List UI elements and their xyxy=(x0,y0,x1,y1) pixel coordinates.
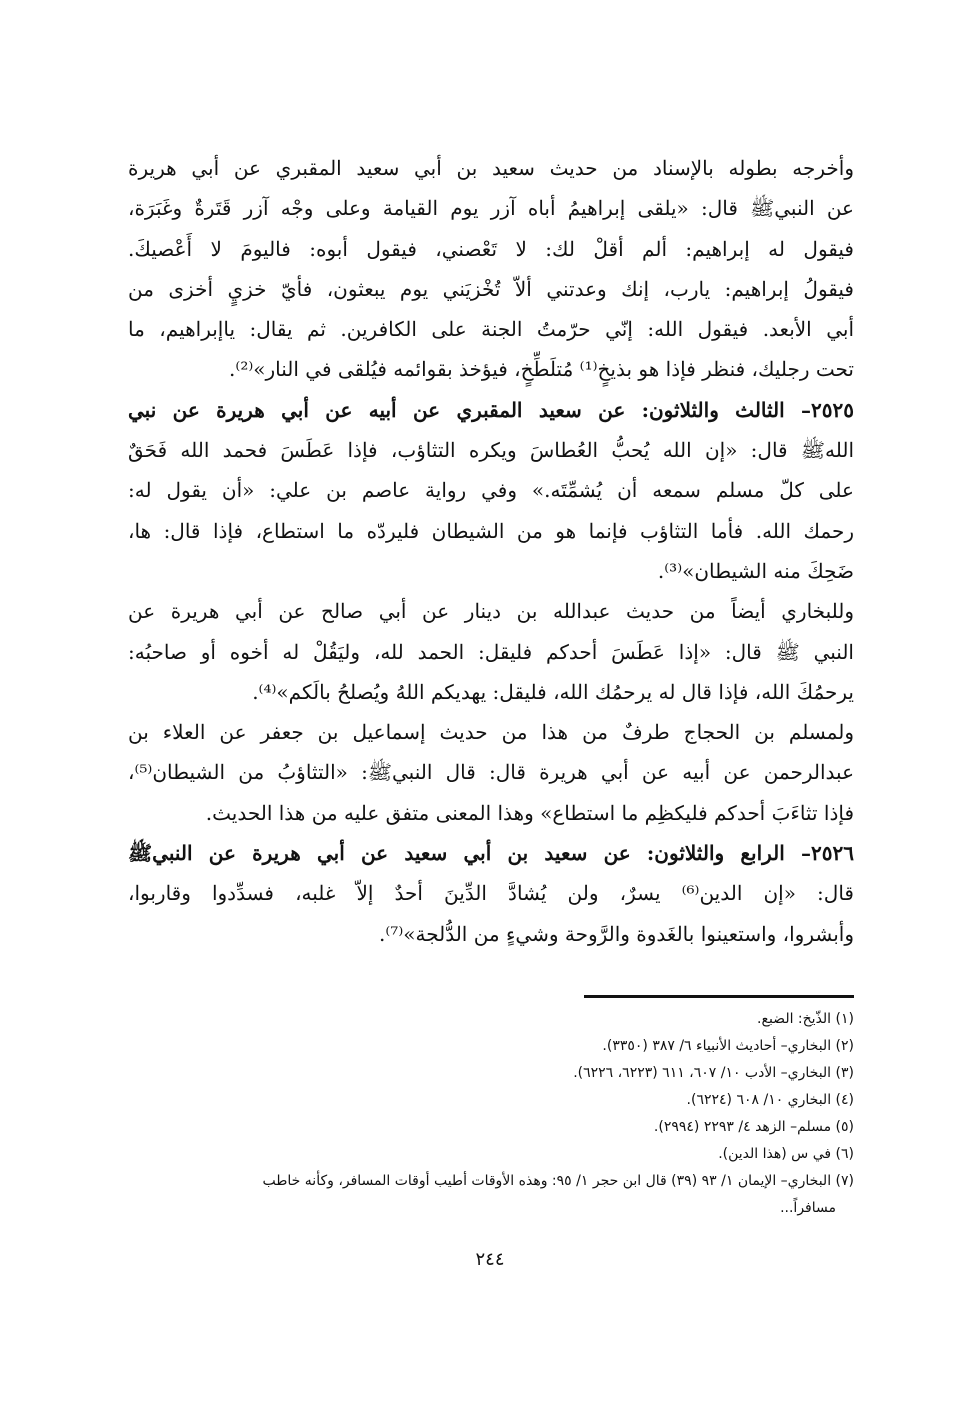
text-line: أبي الأبعد. فيقول الله: إنّي حرّمتُ الجنة على الكافرين. ثم يقال: ياإبراهيم، ما xyxy=(128,317,854,342)
footnote: (٧) البخاري– الإيمان ١/ ٩٣ (٣٩) قال ابن حجر ١/ ٩٥: وهذه الأوقات أطيب أوقات المسافر، وكأنه خاطب xyxy=(262,1173,854,1189)
text-line: عن النبيﷺ قال: «يلقى إبراهيمُ أباه آزر يوم القيامة وعلى وجْه آزر قَتَرةٌ وغَبَرَة، xyxy=(128,196,854,221)
footnote: (٥) مسلم– الزهد ٤/ ٢٢٩٣ (٢٩٩٤). xyxy=(653,1119,854,1135)
main-text xyxy=(128,148,854,954)
footnote-continuation: مسافراً... xyxy=(780,1200,836,1216)
footnote: (٤) البخاري ١٠/ ٦٠٨ (٦٢٢٤). xyxy=(686,1092,854,1108)
hadith-2525-heading-line: ٢٥٢٥– الثالث والثلاثون: عن سعيد المقبري عن أبيه عن أبي هريرة عن نبي xyxy=(128,397,854,422)
text-line: فإذا تثاءَبَ أحدكم فليكظِم ما استطاع» وهذا المعنى متفق عليه من هذا الحديث. xyxy=(205,800,854,825)
hadith-2526-heading-line: ٢٥٢٦– الرابع والثلاثون: عن سعيد بن أبي سعيد عن أبي هريرة عن النبيﷺ xyxy=(128,841,854,866)
text-line: ضَحِكَ منه الشيطان»⁽³⁾. xyxy=(657,558,854,583)
text-line: وأخرجه بطوله بالإسناد من حديث سعيد بن أبي سعيد المقبري عن أبي هريرة xyxy=(128,156,854,180)
footnote: (٢) البخاري– أحاديث الأنبياء ٦/ ٣٨٧ (٣٣٥٠). xyxy=(602,1038,854,1054)
footnotes xyxy=(108,1006,854,1222)
text-line: النبي ﷺ قال: «إذا عَطَسَ أحدكم فليقل: الحمد لله، وليَقُلْ له أخوه أو صاحبُه: xyxy=(128,639,854,664)
page-number: ٢٤٤ xyxy=(475,1249,505,1270)
footnote: (٣) البخاري– الأدب ١٠/ ٦٠٧، ٦١١ (٦٢٢٣، ٦٢٢٦). xyxy=(573,1065,854,1081)
text-line: وللبخاري أيضاً من حديث عبدالله بن دينار عن أبي صالح عن أبي هريرة عن xyxy=(128,599,854,624)
text-line: قال: «إن الدين⁽⁶⁾ يسرٌ، ولن يُشادَّ الدِّينَ أحدٌ إلاّ غلبه، فسدِّدوا وقاربوا، xyxy=(128,881,854,906)
text-line: وأبشروا، واستعينوا بالغَدوة والرَّوحة وشيءٍ من الدُّلجة»⁽⁷⁾. xyxy=(379,921,854,946)
text-line: فيقول له إبراهيم: ألم أقلْ لك: لا تَعْصني، فيقول أبوه: فاليومَ لا أَعْصيكَ. xyxy=(128,236,854,261)
footnote: (١) الذّيخ: الضبع. xyxy=(757,1011,854,1027)
text-line: فيقولُ إبراهيم: يارب، إنك وعدتني ألاّ تُخْزيَني يوم يبعثون، فأيّ خزيٍ أخزى من xyxy=(128,276,854,301)
text-line: يرحمُكَ الله، فإذا قال له يرحمُك الله، فليقل: يهديكم اللهُ ويُصلحُ بالَكم»⁽⁴⁾. xyxy=(252,679,854,704)
text-line: على كلّ مسلم سمعه أن يُشمِّتَه.» وفي رواية عاصم بن علي: «أن يقول له: xyxy=(128,478,854,503)
text-line: اللهﷺ قال: «إن الله يُحبُّ العُطاسَ ويكره التثاؤب، فإذا عَطَسَ فحمد الله فَحَقٌ xyxy=(128,438,854,463)
text-line: عبدالرحمن عن أبيه عن أبي هريرة قال: قال النبيﷺ: «التثاؤبُ من الشيطان⁽⁵⁾، xyxy=(128,760,854,785)
footnote-divider xyxy=(584,995,854,998)
text-line: رحمك الله. فأما التثاؤب فإنما هو من الشيطان فليردّه ما استطاع، فإذا قال: ها، xyxy=(128,518,854,543)
footnote: (٦) في س (هذا الدين). xyxy=(718,1146,854,1162)
text-line: ولمسلم بن الحجاج طرفٌ من هذا من حديث إسماعيل بن جعفر عن العلاء بن xyxy=(128,720,854,745)
text-line: تحت رجليك، فنظر فإذا هو بذيخٍ⁽¹⁾ مُتلَطِّخٍ، فيؤخذ بقوائمه فيُلقى في النار»⁽²⁾. xyxy=(229,357,854,382)
